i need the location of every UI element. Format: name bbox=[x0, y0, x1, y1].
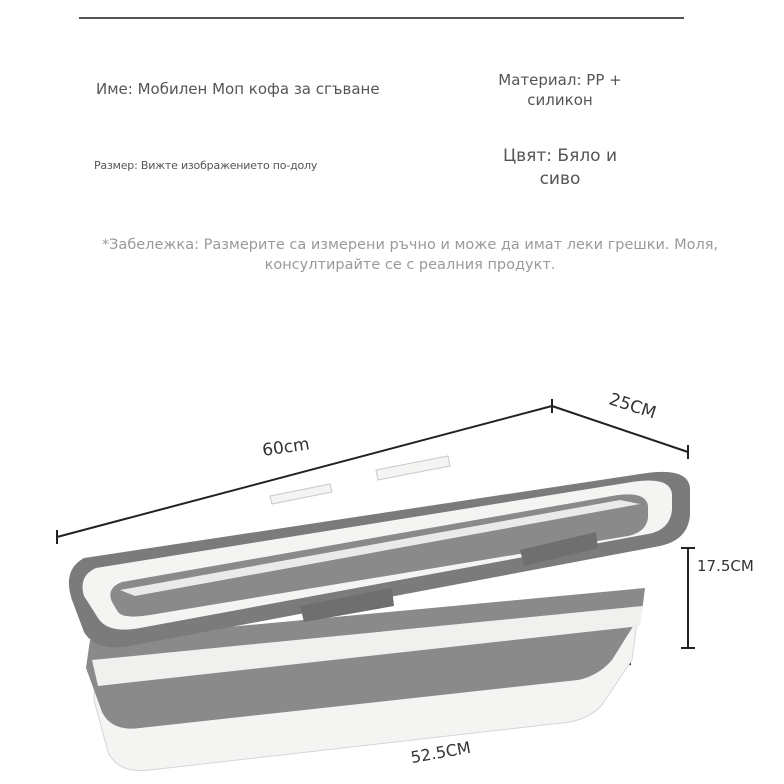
base-length-label: 52.5CM bbox=[409, 737, 473, 768]
width-label: 25CM bbox=[606, 389, 659, 424]
length-label: 60cm bbox=[261, 434, 311, 461]
handle-back-slot bbox=[270, 484, 332, 504]
handle-top-slot bbox=[376, 456, 450, 480]
bucket bbox=[69, 456, 690, 771]
height-label: 17.5CM bbox=[697, 557, 754, 575]
spec-color: Цвят: Бяло и сиво bbox=[502, 146, 618, 189]
spec-material: Материал: PP + силикон bbox=[498, 71, 622, 109]
bucket-product-image bbox=[0, 330, 784, 784]
spec-size: Размер: Вижте изображението по-долу bbox=[94, 159, 318, 172]
spec-name: Име: Мобилен Моп кофа за сгъване bbox=[96, 80, 380, 98]
top-divider bbox=[79, 17, 684, 19]
measurement-note: *Забележка: Размерите са измерени ръчно и може да имат леки грешки. Моля, консултирайте се с реалния продукт. bbox=[101, 237, 719, 273]
